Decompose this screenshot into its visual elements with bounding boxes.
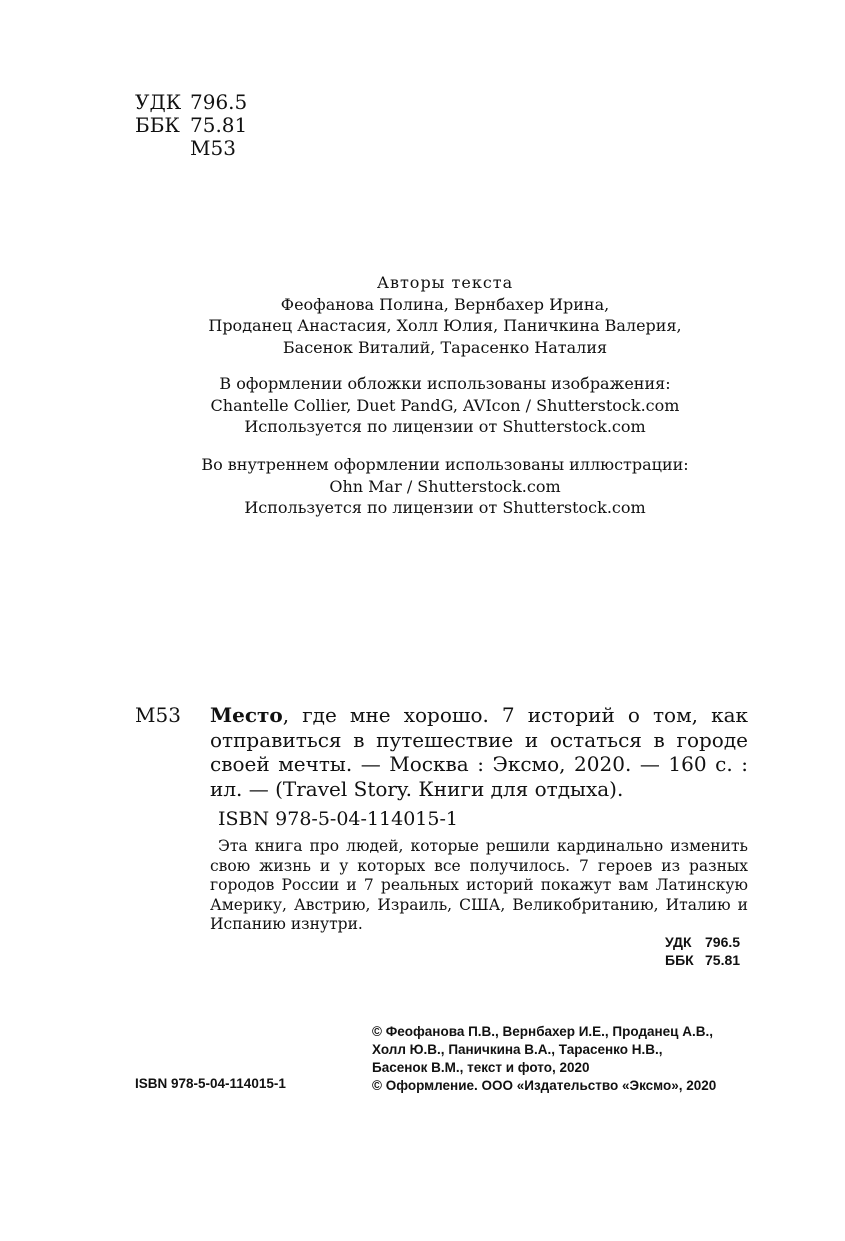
copyright-line: © Феофанова П.В., Вернбахер И.Е., Проданец А.В., <box>372 1024 713 1039</box>
udk-label: УДК <box>135 90 182 114</box>
copyright-line: © Оформление. ООО «Издательство «Эксмо», 2020 <box>372 1078 717 1093</box>
bbk-label: ББК <box>135 113 180 137</box>
interior-credits-line: Во внутреннем оформлении использованы иллюстрации: <box>201 455 689 474</box>
authors-line: Басенок Виталий, Тарасенко Наталия <box>282 337 608 357</box>
bbk-small-value: 75.81 <box>705 952 741 968</box>
isbn-bottom: ISBN 978-5-04-114015-1 <box>135 1076 286 1091</box>
author-mark: М53 <box>190 136 236 160</box>
udk-small-value: 796.5 <box>705 934 741 950</box>
udk-small-label: УДК <box>665 934 692 950</box>
classification-codes <box>135 91 247 160</box>
interior-credits-line: Ohn Mar / Shutterstock.com <box>329 476 561 496</box>
copyright-block <box>372 1023 752 1095</box>
cover-credits-line: Chantelle Collier, Duet PandG, AVIcon / Shutterstock.com <box>210 395 680 415</box>
authors-block <box>145 272 745 358</box>
udk-value: 796.5 <box>190 90 248 114</box>
cover-credits-line: Используется по лицензии от Shutterstock.com <box>244 417 646 436</box>
interior-credits-block <box>145 454 745 519</box>
entry-title-word: Место <box>210 703 283 727</box>
authors-heading: Авторы текста <box>376 273 514 292</box>
bbk-line <box>135 114 247 137</box>
annotation: Эта книга про людей, которые решили кардинально изменить свою жизнь и у которых все получилось. 7 героев из разных городов России и 7 реальных историй покажут вам Латинскую Америку, Австрию, Израиль, США, Великобританию, Италию и Испанию изнутри. <box>210 837 748 933</box>
entry-author-mark: М53 <box>135 703 181 727</box>
interior-credits-line: Используется по лицензии от Shutterstock.com <box>244 498 646 517</box>
cover-credits-block <box>145 373 745 438</box>
authors-line: Феофанова Полина, Вернбахер Ирина, <box>280 294 610 314</box>
cover-credits-line: В оформлении обложки использованы изображения: <box>219 374 671 393</box>
entry-text: , где мне хорошо. 7 историй о том, как отправиться в путешествие и остаться в городе своей мечты. — Москва : Эксмо, 2020. — 160 с. : ил. — (Travel Story. Книги для отдыха). <box>210 703 748 801</box>
bibliographic-entry <box>210 703 748 801</box>
authors-line: Проданец Анастасия, Холл Юлия, Паничкина Валерия, <box>208 316 682 335</box>
copyright-line: Басенок В.М., текст и фото, 2020 <box>372 1060 590 1075</box>
udk-small-line <box>665 933 740 951</box>
bbk-small-line <box>665 951 740 969</box>
classification-codes-small <box>665 933 740 969</box>
copyright-line: Холл Ю.В., Паничкина В.А., Тарасенко Н.В., <box>372 1042 663 1057</box>
udk-line <box>135 91 247 114</box>
bbk-value: 75.81 <box>190 113 248 137</box>
bbk-small-label: ББК <box>665 952 694 968</box>
entry-isbn: ISBN 978-5-04-114015-1 <box>218 808 458 830</box>
